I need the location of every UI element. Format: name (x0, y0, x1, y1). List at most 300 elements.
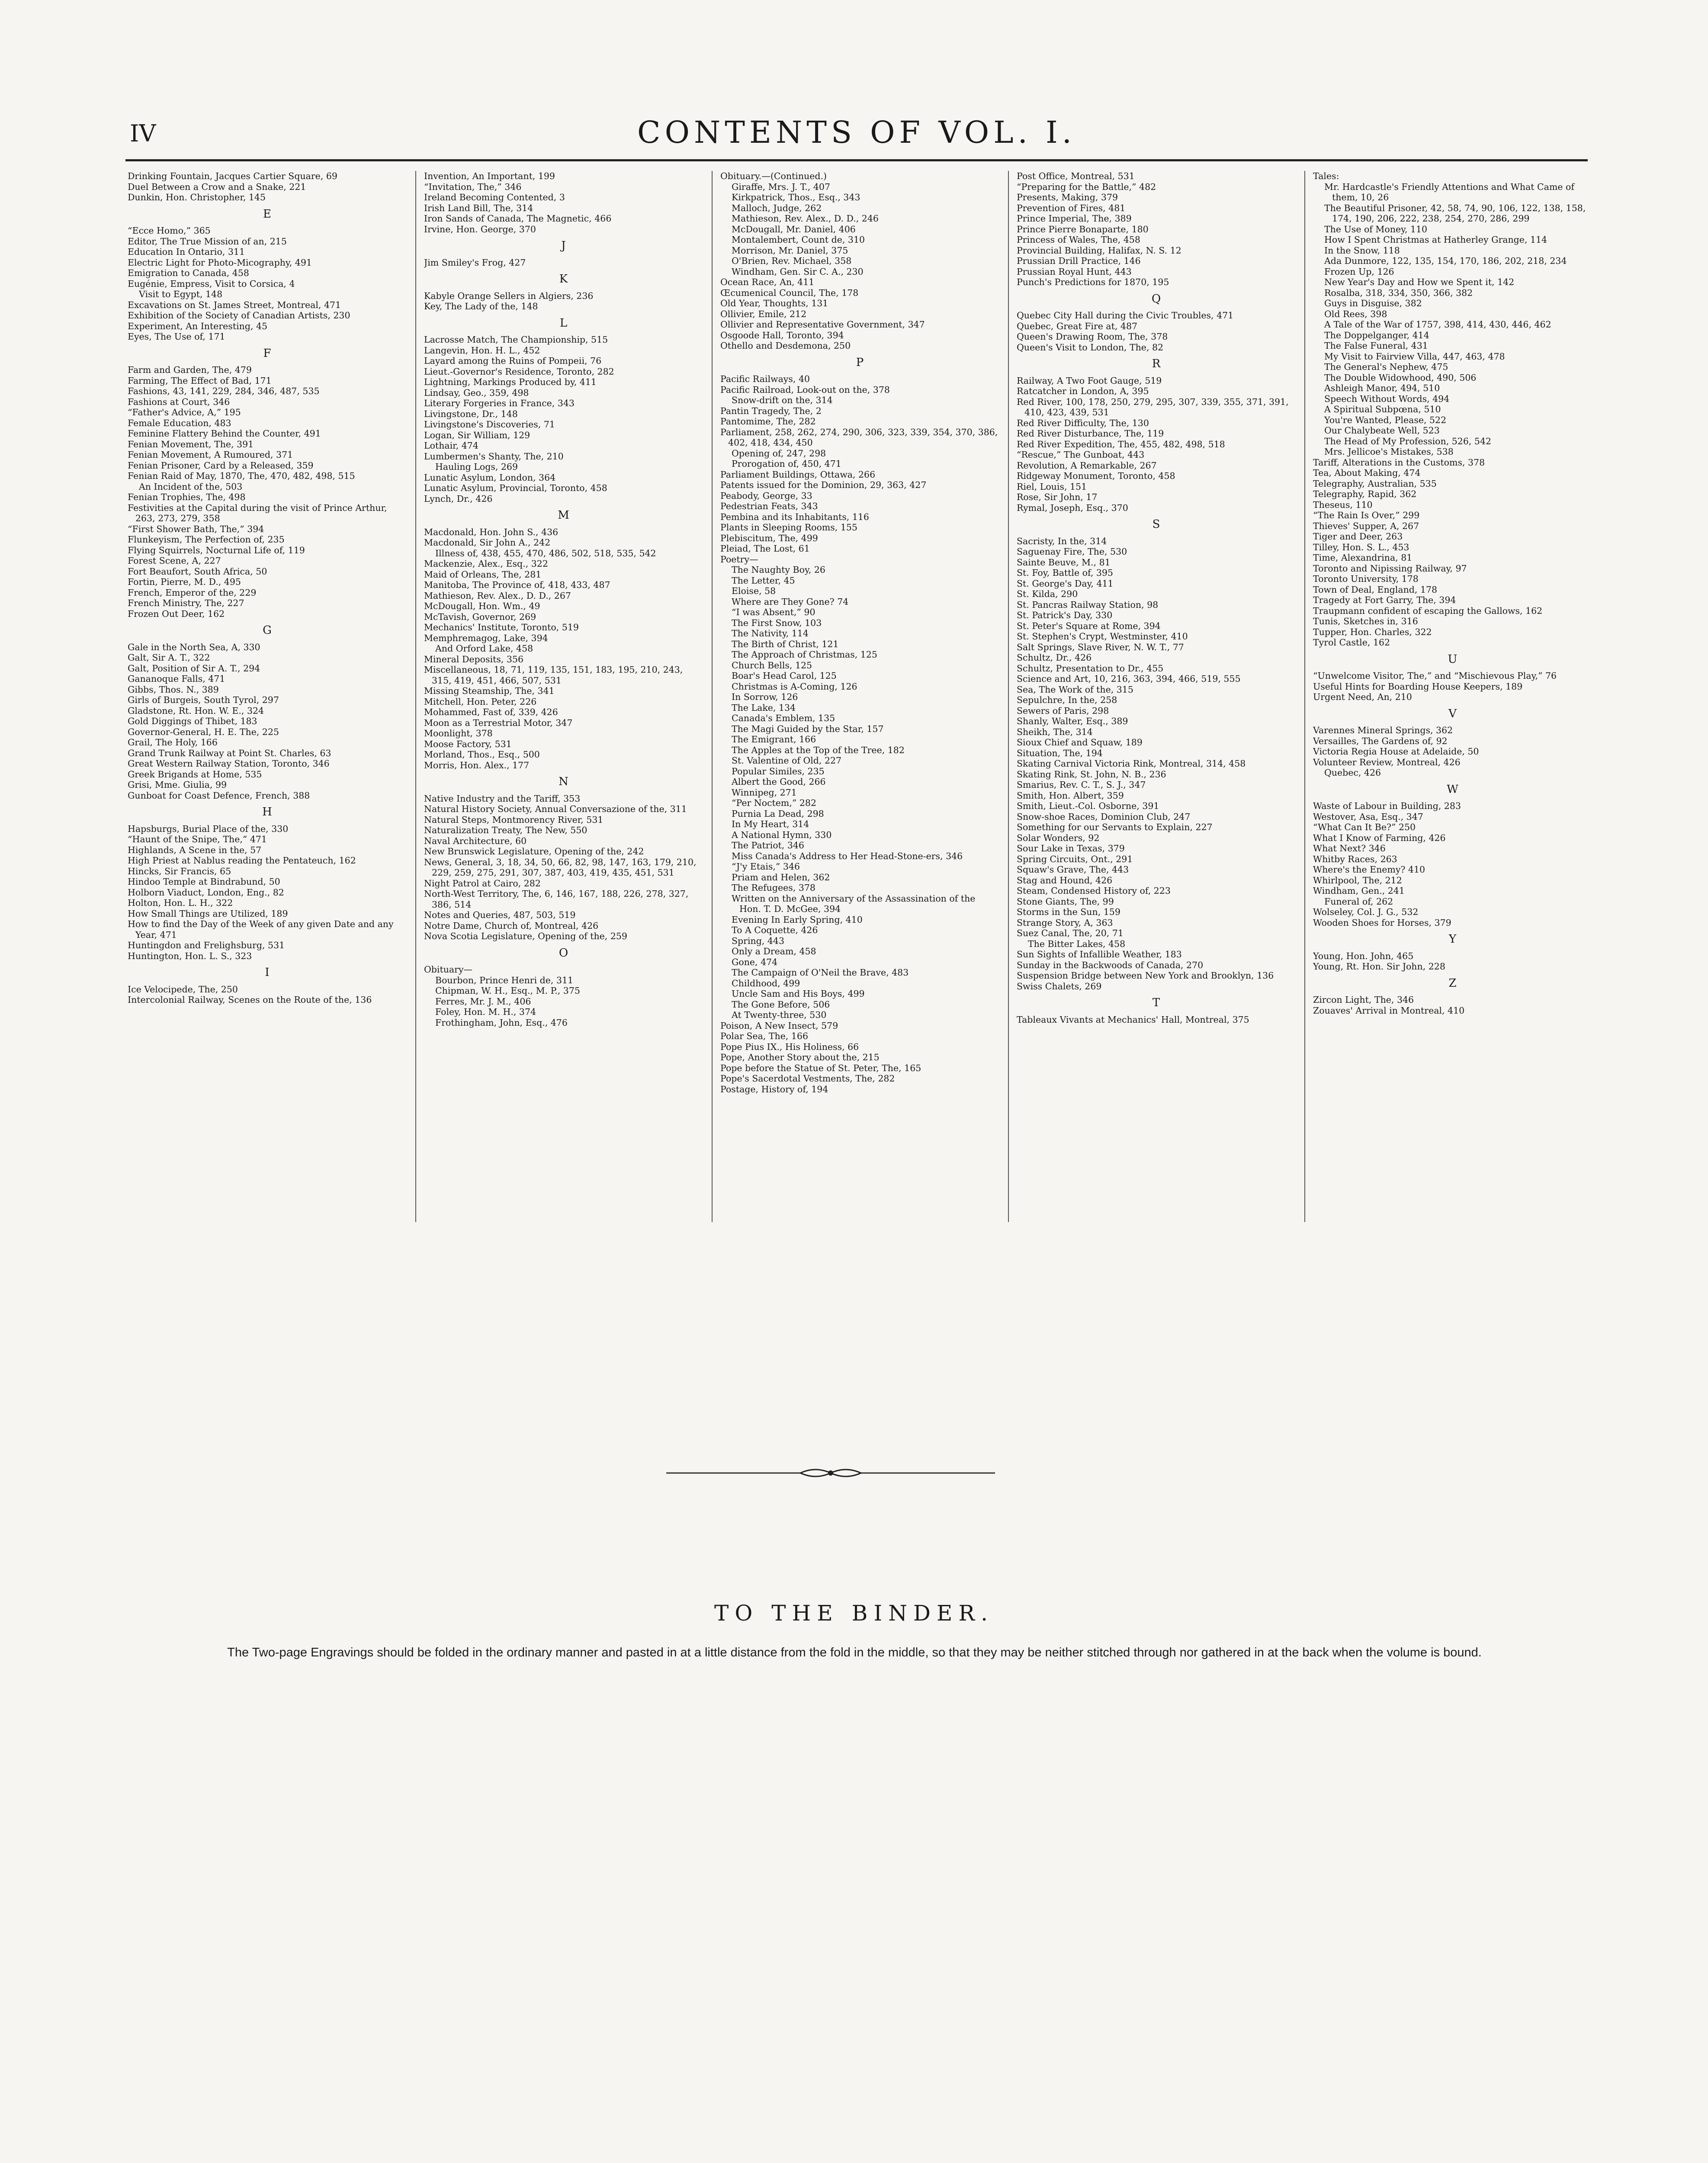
index-entry: Fashions, 43, 141, 229, 284, 346, 487, 535 (128, 386, 320, 396)
index-entry: Lumbermen's Shanty, The, 210 (424, 451, 564, 462)
index-subentry: The Doppelganger, 414 (1324, 330, 1429, 340)
index-entry: Fortin, Pierre, M. D., 495 (128, 577, 241, 587)
index-entry: Skating Rink, St. John, N. B., 236 (1017, 769, 1166, 780)
index-entry: Intercolonial Railway, Scenes on the Route of the, 136 (128, 995, 372, 1005)
column-divider (415, 171, 416, 1222)
index-entry: Railway, A Two Foot Gauge, 519 (1017, 375, 1162, 386)
index-entry: Theseus, 110 (1313, 499, 1373, 510)
index-entry: Lynch, Dr., 426 (424, 493, 493, 504)
index-entry: Natural History Society, Annual Conversazione of the, 311 (424, 804, 687, 814)
index-subentry: Winnipeg, 271 (732, 787, 797, 798)
index-entry: Tiger and Deer, 263 (1313, 531, 1403, 542)
index-entry: Peabody, George, 33 (720, 490, 812, 501)
index-subentry: In Sorrow, 126 (732, 692, 798, 702)
index-entry: Fashions at Court, 346 (128, 396, 230, 407)
index-entry: Telegraphy, Australian, 535 (1313, 478, 1437, 489)
index-subentry: Chipman, W. H., Esq., M. P., 375 (435, 985, 580, 996)
index-entry: Tragedy at Fort Garry, The, 394 (1313, 595, 1456, 605)
index-subentry: Windham, Gen. Sir C. A., 230 (732, 266, 864, 277)
index-entry: “What Can It Be?” 250 (1313, 822, 1416, 832)
index-entry: Smith, Hon. Albert, 359 (1017, 790, 1124, 801)
index-entry: Mackenzie, Alex., Esq., 322 (424, 558, 548, 569)
index-subentry: And Orford Lake, 458 (435, 643, 533, 654)
index-subentry: Montalembert, Count de, 310 (732, 234, 865, 245)
index-subentry: Boar's Head Carol, 125 (732, 671, 837, 681)
index-subentry: A National Hymn, 330 (732, 829, 832, 840)
page-title: CONTENTS OF VOL. I. (637, 115, 1076, 150)
index-subentry: Ada Dunmore, 122, 135, 154, 170, 186, 202, 218, 234 (1324, 256, 1567, 266)
index-subentry: The Emigrant, 166 (732, 734, 816, 745)
index-entry: Sacristy, In the, 314 (1017, 536, 1107, 546)
index-entry: What Next? 346 (1313, 843, 1386, 854)
index-subentry: “J'y Etais,” 346 (732, 861, 800, 872)
index-entry: Shanly, Walter, Esq., 389 (1017, 716, 1128, 726)
index-subentry: The Double Widowhood, 490, 506 (1324, 372, 1477, 383)
index-entry: McDougall, Hon. Wm., 49 (424, 601, 540, 611)
index-entry: Macdonald, Hon. John S., 436 (424, 526, 559, 537)
section-letter: W (1447, 783, 1458, 796)
index-entry: Obituary— (424, 964, 473, 975)
index-entry: Invention, An Important, 199 (424, 171, 555, 181)
index-subentry: The Refugees, 378 (732, 883, 815, 893)
index-entry: Key, The Lady of the, 148 (424, 301, 538, 311)
index-entry: Saguenay Fire, The, 530 (1017, 546, 1127, 557)
index-entry: Moonlight, 378 (424, 728, 493, 738)
index-entry: “Father's Advice, A,” 195 (128, 407, 241, 417)
index-entry: Eugénie, Empress, Visit to Corsica, 4 (128, 278, 295, 289)
section-letter: V (1448, 707, 1457, 720)
index-entry: Urgent Need, An, 210 (1313, 692, 1412, 702)
index-entry: Manitoba, The Province of, 418, 433, 487 (424, 580, 610, 590)
index-entry: Postage, History of, 194 (720, 1084, 828, 1094)
index-entry: Livingstone's Discoveries, 71 (424, 419, 555, 430)
index-entry: Eyes, The Use of, 171 (128, 331, 225, 342)
index-entry: Victoria Regia House at Adelaide, 50 (1313, 746, 1479, 757)
index-entry: Toronto University, 178 (1313, 574, 1419, 584)
index-entry: Governor-General, H. E. The, 225 (128, 726, 279, 737)
index-subentry: Visit to Egypt, 148 (139, 289, 223, 299)
index-entry: Plants in Sleeping Rooms, 155 (720, 522, 857, 533)
index-subentry: McDougall, Mr. Daniel, 406 (732, 224, 856, 234)
index-subentry: Ferres, Mr. J. M., 406 (435, 996, 531, 1007)
index-entry: Holton, Hon. L. H., 322 (128, 898, 233, 908)
index-entry: Irvine, Hon. George, 370 (424, 224, 536, 234)
index-entry: Exhibition of the Society of Canadian Artists, 230 (128, 310, 350, 321)
index-entry: Prince Imperial, The, 389 (1017, 213, 1132, 224)
section-letter: J (561, 239, 566, 252)
index-subentry: The Lake, 134 (732, 702, 796, 713)
index-entry: Flunkeyism, The Perfection of, 235 (128, 534, 285, 545)
index-entry: Riel, Louis, 151 (1017, 481, 1087, 492)
index-entry: Useful Hints for Boarding House Keepers, 189 (1313, 681, 1523, 692)
index-entry: Swiss Chalets, 269 (1017, 981, 1102, 992)
index-entry: Lieut.-Governor's Residence, Toronto, 282 (424, 366, 614, 377)
section-letter: K (559, 273, 568, 286)
index-entry: Spring Circuits, Ont., 291 (1017, 854, 1133, 864)
index-entry: St. Pancras Railway Station, 98 (1017, 599, 1159, 610)
index-entry: Highlands, A Scene in the, 57 (128, 844, 262, 855)
index-subentry: Written on the Anniversary of the Assassination of the Hon. T. D. McGee, 394 (732, 893, 976, 914)
index-entry: Macdonald, Sir John A., 242 (424, 537, 551, 548)
index-entry: Fenian Movement, A Rumoured, 371 (128, 449, 293, 460)
index-entry: Mitchell, Hon. Peter, 226 (424, 696, 537, 707)
index-entry: St. Stephen's Crypt, Westminster, 410 (1017, 631, 1188, 642)
index-entry: Sepulchre, In the, 258 (1017, 695, 1117, 705)
index-entry: Town of Deal, England, 178 (1313, 584, 1438, 595)
index-entry: Gladstone, Rt. Hon. W. E., 324 (128, 705, 264, 716)
column-divider (712, 171, 713, 1222)
index-entry: Storms in the Sun, 159 (1017, 907, 1120, 917)
index-entry: Girls of Burgeis, South Tyrol, 297 (128, 695, 279, 705)
column-divider (1304, 171, 1305, 1222)
index-entry: Festivities at the Capital during the visit of Prince Arthur, 263, 273, 279, 358 (128, 502, 387, 523)
index-entry: Tea, About Making, 474 (1313, 468, 1421, 478)
index-entry: Galt, Sir A. T., 322 (128, 652, 210, 663)
index-entry: Feminine Flattery Behind the Counter, 491 (128, 428, 321, 439)
index-subentry: Snow-drift on the, 314 (732, 395, 833, 405)
index-entry: Provincial Building, Halifax, N. S. 12 (1017, 245, 1181, 256)
index-subentry: A Tale of the War of 1757, 398, 414, 430, 446, 462 (1324, 319, 1551, 330)
index-column-3 (720, 171, 999, 1222)
index-entry: Ocean Race, An, 411 (720, 277, 815, 287)
index-entry: Traupmann confident of escaping the Gallows, 162 (1313, 605, 1543, 616)
index-subentry: Rosalba, 318, 334, 350, 366, 382 (1324, 287, 1473, 298)
index-entry: Great Western Railway Station, Toronto, 346 (128, 758, 330, 769)
index-entry: Pope Pius IX., His Holiness, 66 (720, 1041, 859, 1052)
index-entry: French, Emperor of the, 229 (128, 587, 257, 598)
index-entry: Pacific Railways, 40 (720, 374, 810, 384)
index-subentry: The Gone Before, 506 (732, 999, 830, 1010)
index-subentry: To A Coquette, 426 (732, 925, 818, 935)
index-entry: Lothair, 474 (424, 440, 478, 451)
index-subentry: The Magi Guided by the Star, 157 (732, 723, 884, 734)
index-entry: Sea, The Work of the, 315 (1017, 684, 1133, 695)
index-column-1 (128, 171, 407, 1222)
index-entry: Mathieson, Rev. Alex., D. D., 267 (424, 590, 571, 601)
index-entry: Princess of Wales, The, 458 (1017, 234, 1140, 245)
index-entry: St. Peter's Square at Rome, 394 (1017, 620, 1161, 631)
index-entry: Grand Trunk Railway at Point St. Charles, 63 (128, 748, 331, 758)
index-entry: Pedestrian Feats, 343 (720, 501, 818, 511)
index-entry: Windham, Gen., 241 (1313, 886, 1405, 896)
index-entry: St. Patrick's Day, 330 (1017, 610, 1113, 620)
index-entry: Langevin, Hon. H. L., 452 (424, 345, 540, 356)
index-subentry: Childhood, 499 (732, 978, 800, 988)
index-subentry: Frothingham, John, Esq., 476 (435, 1017, 568, 1028)
index-entry: Suspension Bridge between New York and Brooklyn, 136 (1017, 970, 1274, 981)
index-entry: Pleiad, The Lost, 61 (720, 543, 810, 554)
index-subentry: “I was Absent,” 90 (732, 607, 815, 617)
index-entry: Plebiscitum, The, 499 (720, 533, 818, 543)
index-entry: Tableaux Vivants at Mechanics' Hall, Montreal, 375 (1017, 1014, 1249, 1025)
section-letter: N (559, 775, 568, 788)
section-letter: I (265, 966, 270, 979)
index-entry: Mohammed, Fast of, 339, 426 (424, 707, 558, 717)
index-entry: Natural Steps, Montmorency River, 531 (424, 814, 604, 825)
index-entry: Gunboat for Coast Defence, French, 388 (128, 790, 310, 801)
index-entry: Hindoo Temple at Bindrabund, 50 (128, 876, 280, 887)
binder-note: The Two-page Engravings should be folded in the ordinary manner and pasted in at a little distance from the fold in the middle, so that they may be neither stitched through nor gathered in at the back when the volume is bound. (227, 1646, 1482, 1659)
page-header (125, 115, 1588, 154)
index-subentry: Morrison, Mr. Daniel, 375 (732, 245, 848, 256)
index-entry: Tyrol Castle, 162 (1313, 637, 1390, 648)
index-entry: Naturalization Treaty, The New, 550 (424, 825, 588, 835)
index-entry: Lunatic Asylum, Provincial, Toronto, 458 (424, 483, 607, 493)
index-entry: Schultz, Presentation to Dr., 455 (1017, 663, 1164, 674)
index-subentry: Foley, Hon. M. H., 374 (435, 1007, 536, 1017)
index-entry: Queen's Drawing Room, The, 378 (1017, 331, 1168, 342)
index-entry: Kabyle Orange Sellers in Algiers, 236 (424, 290, 594, 301)
index-entry: Sewers of Paris, 298 (1017, 705, 1109, 716)
index-subentry: My Visit to Fairview Villa, 447, 463, 478 (1324, 351, 1505, 362)
contents-index (128, 171, 1590, 1222)
index-entry: Night Patrol at Cairo, 282 (424, 878, 541, 889)
index-entry: Quebec, Great Fire at, 487 (1017, 321, 1138, 331)
index-entry: Hapsburgs, Burial Place of the, 330 (128, 823, 289, 834)
index-entry: Red River Disturbance, The, 119 (1017, 428, 1164, 439)
index-entry: Grisi, Mme. Giulia, 99 (128, 780, 227, 790)
index-entry: Ratcatcher in London, A, 395 (1017, 386, 1149, 396)
index-entry: Missing Steamship, The, 341 (424, 686, 555, 696)
index-entry: Frozen Out Deer, 162 (128, 608, 225, 619)
index-entry: Zouaves' Arrival in Montreal, 410 (1313, 1005, 1465, 1016)
index-subentry: Mr. Hardcastle's Friendly Attentions and What Came of them, 10, 26 (1324, 181, 1574, 202)
index-entry: What I Know of Farming, 426 (1313, 832, 1446, 843)
section-letter: S (1152, 518, 1160, 531)
index-entry: Huntingdon and Frelighsburg, 531 (128, 940, 285, 950)
index-entry: Situation, The, 194 (1017, 748, 1103, 758)
section-letter: Y (1448, 933, 1457, 946)
index-entry: Greek Brigands at Home, 535 (128, 769, 262, 780)
index-entry: Pacific Railroad, Look-out on the, 378 (720, 384, 890, 395)
index-entry: Where's the Enemy? 410 (1313, 864, 1425, 875)
index-entry: Parliament, 258, 262, 274, 290, 306, 323, 339, 354, 370, 386, 402, 418, 434, 450 (720, 427, 998, 448)
index-entry: Tilley, Hon. S. L., 453 (1313, 542, 1409, 552)
index-entry: Prussian Drill Practice, 146 (1017, 256, 1141, 266)
index-entry: Lacrosse Match, The Championship, 515 (424, 334, 608, 345)
index-subentry: Ashleigh Manor, 494, 510 (1324, 383, 1440, 393)
index-entry: Hincks, Sir Francis, 65 (128, 866, 231, 876)
index-subentry: Old Rees, 398 (1324, 308, 1387, 319)
index-entry: Steam, Condensed History of, 223 (1017, 886, 1171, 896)
index-subentry: Where are They Gone? 74 (732, 596, 849, 607)
index-subentry: Eloise, 58 (732, 586, 776, 596)
index-entry: Fort Beaufort, South Africa, 50 (128, 566, 267, 577)
index-entry: Flying Squirrels, Nocturnal Life of, 119 (128, 545, 305, 555)
index-subentry: Gone, 474 (732, 956, 778, 967)
index-subentry: Guys in Disguise, 382 (1324, 298, 1422, 308)
index-entry: Sioux Chief and Squaw, 189 (1017, 737, 1143, 748)
index-subentry: Mrs. Jellicoe's Mistakes, 538 (1324, 446, 1454, 457)
index-entry: Solar Wonders, 92 (1017, 832, 1100, 843)
index-subentry: Illness of, 438, 455, 470, 486, 502, 518, 535, 542 (435, 548, 656, 558)
index-subentry: New Year's Day and How we Spent it, 142 (1324, 277, 1515, 287)
page-number: IV (130, 120, 156, 147)
index-entry: Miscellaneous, 18, 71, 119, 135, 151, 183, 195, 210, 243, 315, 419, 451, 466, 507, 531 (424, 664, 683, 686)
index-subentry: Popular Similes, 235 (732, 766, 825, 777)
index-entry: Education In Ontario, 311 (128, 247, 245, 257)
index-subentry: Opening of, 247, 298 (732, 448, 826, 459)
index-entry: Farm and Garden, The, 479 (128, 365, 252, 375)
index-subentry: The Naughty Boy, 26 (732, 565, 825, 575)
index-subentry: The Approach of Christmas, 125 (732, 649, 877, 660)
index-entry: “Invitation, The,” 346 (424, 181, 522, 192)
index-subentry: Funeral of, 262 (1324, 896, 1393, 907)
index-entry: Squaw's Grave, The, 443 (1017, 864, 1129, 875)
index-subentry: The Beautiful Prisoner, 42, 58, 74, 90, 106, 122, 138, 158, 174, 190, 206, 222, 238, 254, 270, 286, 299 (1324, 202, 1586, 224)
section-letter: R (1152, 357, 1161, 370)
index-entry: High Priest at Nablus reading the Pentateuch, 162 (128, 855, 356, 866)
index-subentry: An Incident of the, 503 (139, 481, 243, 492)
index-entry: Tariff, Alterations in the Customs, 378 (1313, 457, 1485, 468)
section-letter: E (263, 207, 271, 221)
index-entry: Fenian Raid of May, 1870, The, 470, 482, 498, 515 (128, 471, 355, 481)
index-entry: St. George's Day, 411 (1017, 578, 1114, 589)
index-entry: Snow-shoe Races, Dominion Club, 247 (1017, 811, 1191, 822)
index-subentry: O'Brien, Rev. Michael, 358 (732, 256, 852, 266)
index-entry: Smarius, Rev. C. T., S. J., 347 (1017, 780, 1146, 790)
index-column-5 (1313, 171, 1592, 1222)
index-entry: Parliament Buildings, Ottawa, 266 (720, 469, 876, 480)
index-entry: “Rescue,” The Gunboat, 443 (1017, 449, 1145, 460)
section-letter: T (1152, 996, 1160, 1009)
index-entry: Smith, Lieut.-Col. Osborne, 391 (1017, 801, 1159, 811)
index-entry: Forest Scene, A, 227 (128, 555, 221, 566)
index-entry: Naval Architecture, 60 (424, 835, 527, 846)
index-entry: Osgoode Hall, Toronto, 394 (720, 330, 844, 340)
index-entry: Native Industry and the Tariff, 353 (424, 793, 581, 804)
index-entry: Ridgeway Monument, Toronto, 458 (1017, 471, 1175, 481)
index-entry: Moose Factory, 531 (424, 738, 512, 749)
index-subentry: Spring, 443 (732, 935, 785, 946)
section-letter: M (558, 509, 569, 522)
section-letter: Q (1151, 292, 1161, 305)
index-entry: Dunkin, Hon. Christopher, 145 (128, 192, 266, 202)
index-entry: Tupper, Hon. Charles, 322 (1313, 626, 1432, 637)
index-subentry: Quebec, 426 (1324, 767, 1381, 778)
index-entry: Schultz, Dr., 426 (1017, 652, 1092, 663)
index-entry: Nova Scotia Legislature, Opening of the, 259 (424, 931, 627, 941)
index-entry: Prussian Royal Hunt, 443 (1017, 266, 1132, 277)
index-entry: Moon as a Terrestrial Motor, 347 (424, 717, 573, 728)
index-entry: Wooden Shoes for Horses, 379 (1313, 917, 1451, 928)
index-entry: Sun Sights of Infallible Weather, 183 (1017, 949, 1182, 960)
index-entry: Rose, Sir John, 17 (1017, 492, 1098, 502)
index-subentry: Prorogation of, 450, 471 (732, 459, 841, 469)
index-subentry: Purnia La Dead, 298 (732, 808, 824, 819)
index-entry: Gibbs, Thos. N., 389 (128, 684, 219, 695)
index-subentry: Bourbon, Prince Henri de, 311 (435, 975, 574, 985)
index-entry: Time, Alexandrina, 81 (1313, 552, 1413, 563)
index-entry: Pope, Another Story about the, 215 (720, 1052, 880, 1062)
index-entry: Sheikh, The, 314 (1017, 726, 1093, 737)
index-subentry: Giraffe, Mrs. J. T., 407 (732, 181, 831, 192)
index-entry: Pantomime, The, 282 (720, 416, 816, 427)
index-entry: Literary Forgeries in France, 343 (424, 398, 575, 408)
index-entry: Ireland Becoming Contented, 3 (424, 192, 565, 202)
index-subentry: Priam and Helen, 362 (732, 872, 830, 883)
index-subentry: Our Chalybeate Well, 523 (1324, 425, 1440, 436)
index-subentry: Uncle Sam and His Boys, 499 (732, 988, 865, 999)
index-entry: Notre Dame, Church of, Montreal, 426 (424, 920, 599, 931)
index-subentry: Frozen Up, 126 (1324, 266, 1394, 277)
index-entry: News, General, 3, 18, 34, 50, 66, 82, 98, 147, 163, 179, 210, 229, 259, 275, 291, 307, 387, 403, 419, 435, 451, 531 (424, 857, 697, 878)
index-entry: Pope's Sacerdotal Vestments, The, 282 (720, 1073, 895, 1084)
section-letter: G (263, 624, 272, 637)
index-subentry: Miss Canada's Address to Her Head-Stone-ers, 346 (732, 850, 963, 861)
index-subentry: Speech Without Words, 494 (1324, 393, 1450, 404)
index-entry: Drinking Fountain, Jacques Cartier Square, 69 (128, 171, 337, 181)
index-subentry: St. Valentine of Old, 227 (732, 755, 842, 766)
index-subentry: The Patriot, 346 (732, 840, 804, 850)
index-entry: Strange Story, A, 363 (1017, 917, 1113, 928)
index-entry: “Preparing for the Battle,” 482 (1017, 181, 1156, 192)
index-entry: Sunday in the Backwoods of Canada, 270 (1017, 960, 1204, 970)
index-entry: Varennes Mineral Springs, 362 (1313, 725, 1453, 735)
index-entry: Notes and Queries, 487, 503, 519 (424, 910, 576, 920)
index-entry: Ice Velocipede, The, 250 (128, 984, 238, 995)
index-subentry: The General's Nephew, 475 (1324, 362, 1448, 372)
section-letter: L (559, 316, 568, 330)
index-entry: Whitby Races, 263 (1313, 854, 1397, 864)
index-entry: Presents, Making, 379 (1017, 192, 1118, 202)
index-entry: Female Education, 483 (128, 417, 231, 428)
index-subentry: Hauling Logs, 269 (435, 462, 518, 472)
section-letter: P (856, 356, 864, 369)
index-subentry: Only a Dream, 458 (732, 946, 816, 956)
index-entry: Galt, Position of Sir A. T., 294 (128, 663, 260, 674)
index-entry: Œcumenical Council, The, 178 (720, 287, 859, 298)
index-entry: McTavish, Governor, 269 (424, 611, 536, 622)
index-entry: Lunatic Asylum, London, 364 (424, 472, 556, 483)
index-entry: Telegraphy, Rapid, 362 (1313, 489, 1417, 499)
index-entry: Electric Light for Photo-Micography, 491 (128, 257, 312, 268)
index-subentry: Church Bells, 125 (732, 660, 812, 671)
index-entry: Polar Sea, The, 166 (720, 1031, 808, 1041)
index-entry: French Ministry, The, 227 (128, 598, 244, 608)
index-entry: Young, Rt. Hon. Sir John, 228 (1313, 961, 1445, 972)
index-entry: Gananoque Falls, 471 (128, 674, 225, 684)
index-entry: Suez Canal, The, 20, 71 (1017, 928, 1124, 938)
header-rule (125, 159, 1588, 161)
index-subentry: Kirkpatrick, Thos., Esq., 343 (732, 192, 860, 202)
index-entry: “First Shower Bath, The,” 394 (128, 523, 264, 534)
index-entry: Red River, 100, 178, 250, 279, 295, 307, 339, 355, 371, 391, 410, 423, 439, 531 (1017, 396, 1289, 417)
index-entry: Stag and Hound, 426 (1017, 875, 1113, 886)
index-subentry: The First Snow, 103 (732, 617, 822, 628)
index-entry: Excavations on St. James Street, Montreal, 471 (128, 299, 341, 310)
index-subentry: The Apples at the Top of the Tree, 182 (732, 745, 905, 755)
index-entry: Queen's Visit to London, The, 82 (1017, 342, 1164, 353)
index-entry: Toronto and Nipissing Railway, 97 (1313, 563, 1467, 574)
index-entry: St. Kilda, 290 (1017, 589, 1078, 599)
index-subentry: Albert the Good, 266 (732, 777, 826, 787)
index-entry: Jim Smiley's Frog, 427 (424, 257, 526, 268)
column-divider (1008, 171, 1009, 1222)
index-entry: Fenian Trophies, The, 498 (128, 492, 246, 502)
index-entry: How to find the Day of the Week of any given Date and any Year, 471 (128, 919, 394, 940)
index-entry: Red River Expedition, The, 455, 482, 498, 518 (1017, 439, 1225, 449)
section-letter: Z (1448, 976, 1457, 990)
index-entry: Livingstone, Dr., 148 (424, 408, 518, 419)
index-entry: Salt Springs, Slave River, N. W. T., 77 (1017, 642, 1184, 652)
section-letter: O (559, 946, 568, 960)
index-entry: Huntington, Hon. L. S., 323 (128, 950, 252, 961)
index-entry: Revolution, A Remarkable, 267 (1017, 460, 1157, 471)
index-entry: Poetry— (720, 554, 758, 565)
index-entry: Waste of Labour in Building, 283 (1313, 801, 1461, 811)
index-entry: Pope before the Statue of St. Peter, The, 165 (720, 1062, 921, 1073)
